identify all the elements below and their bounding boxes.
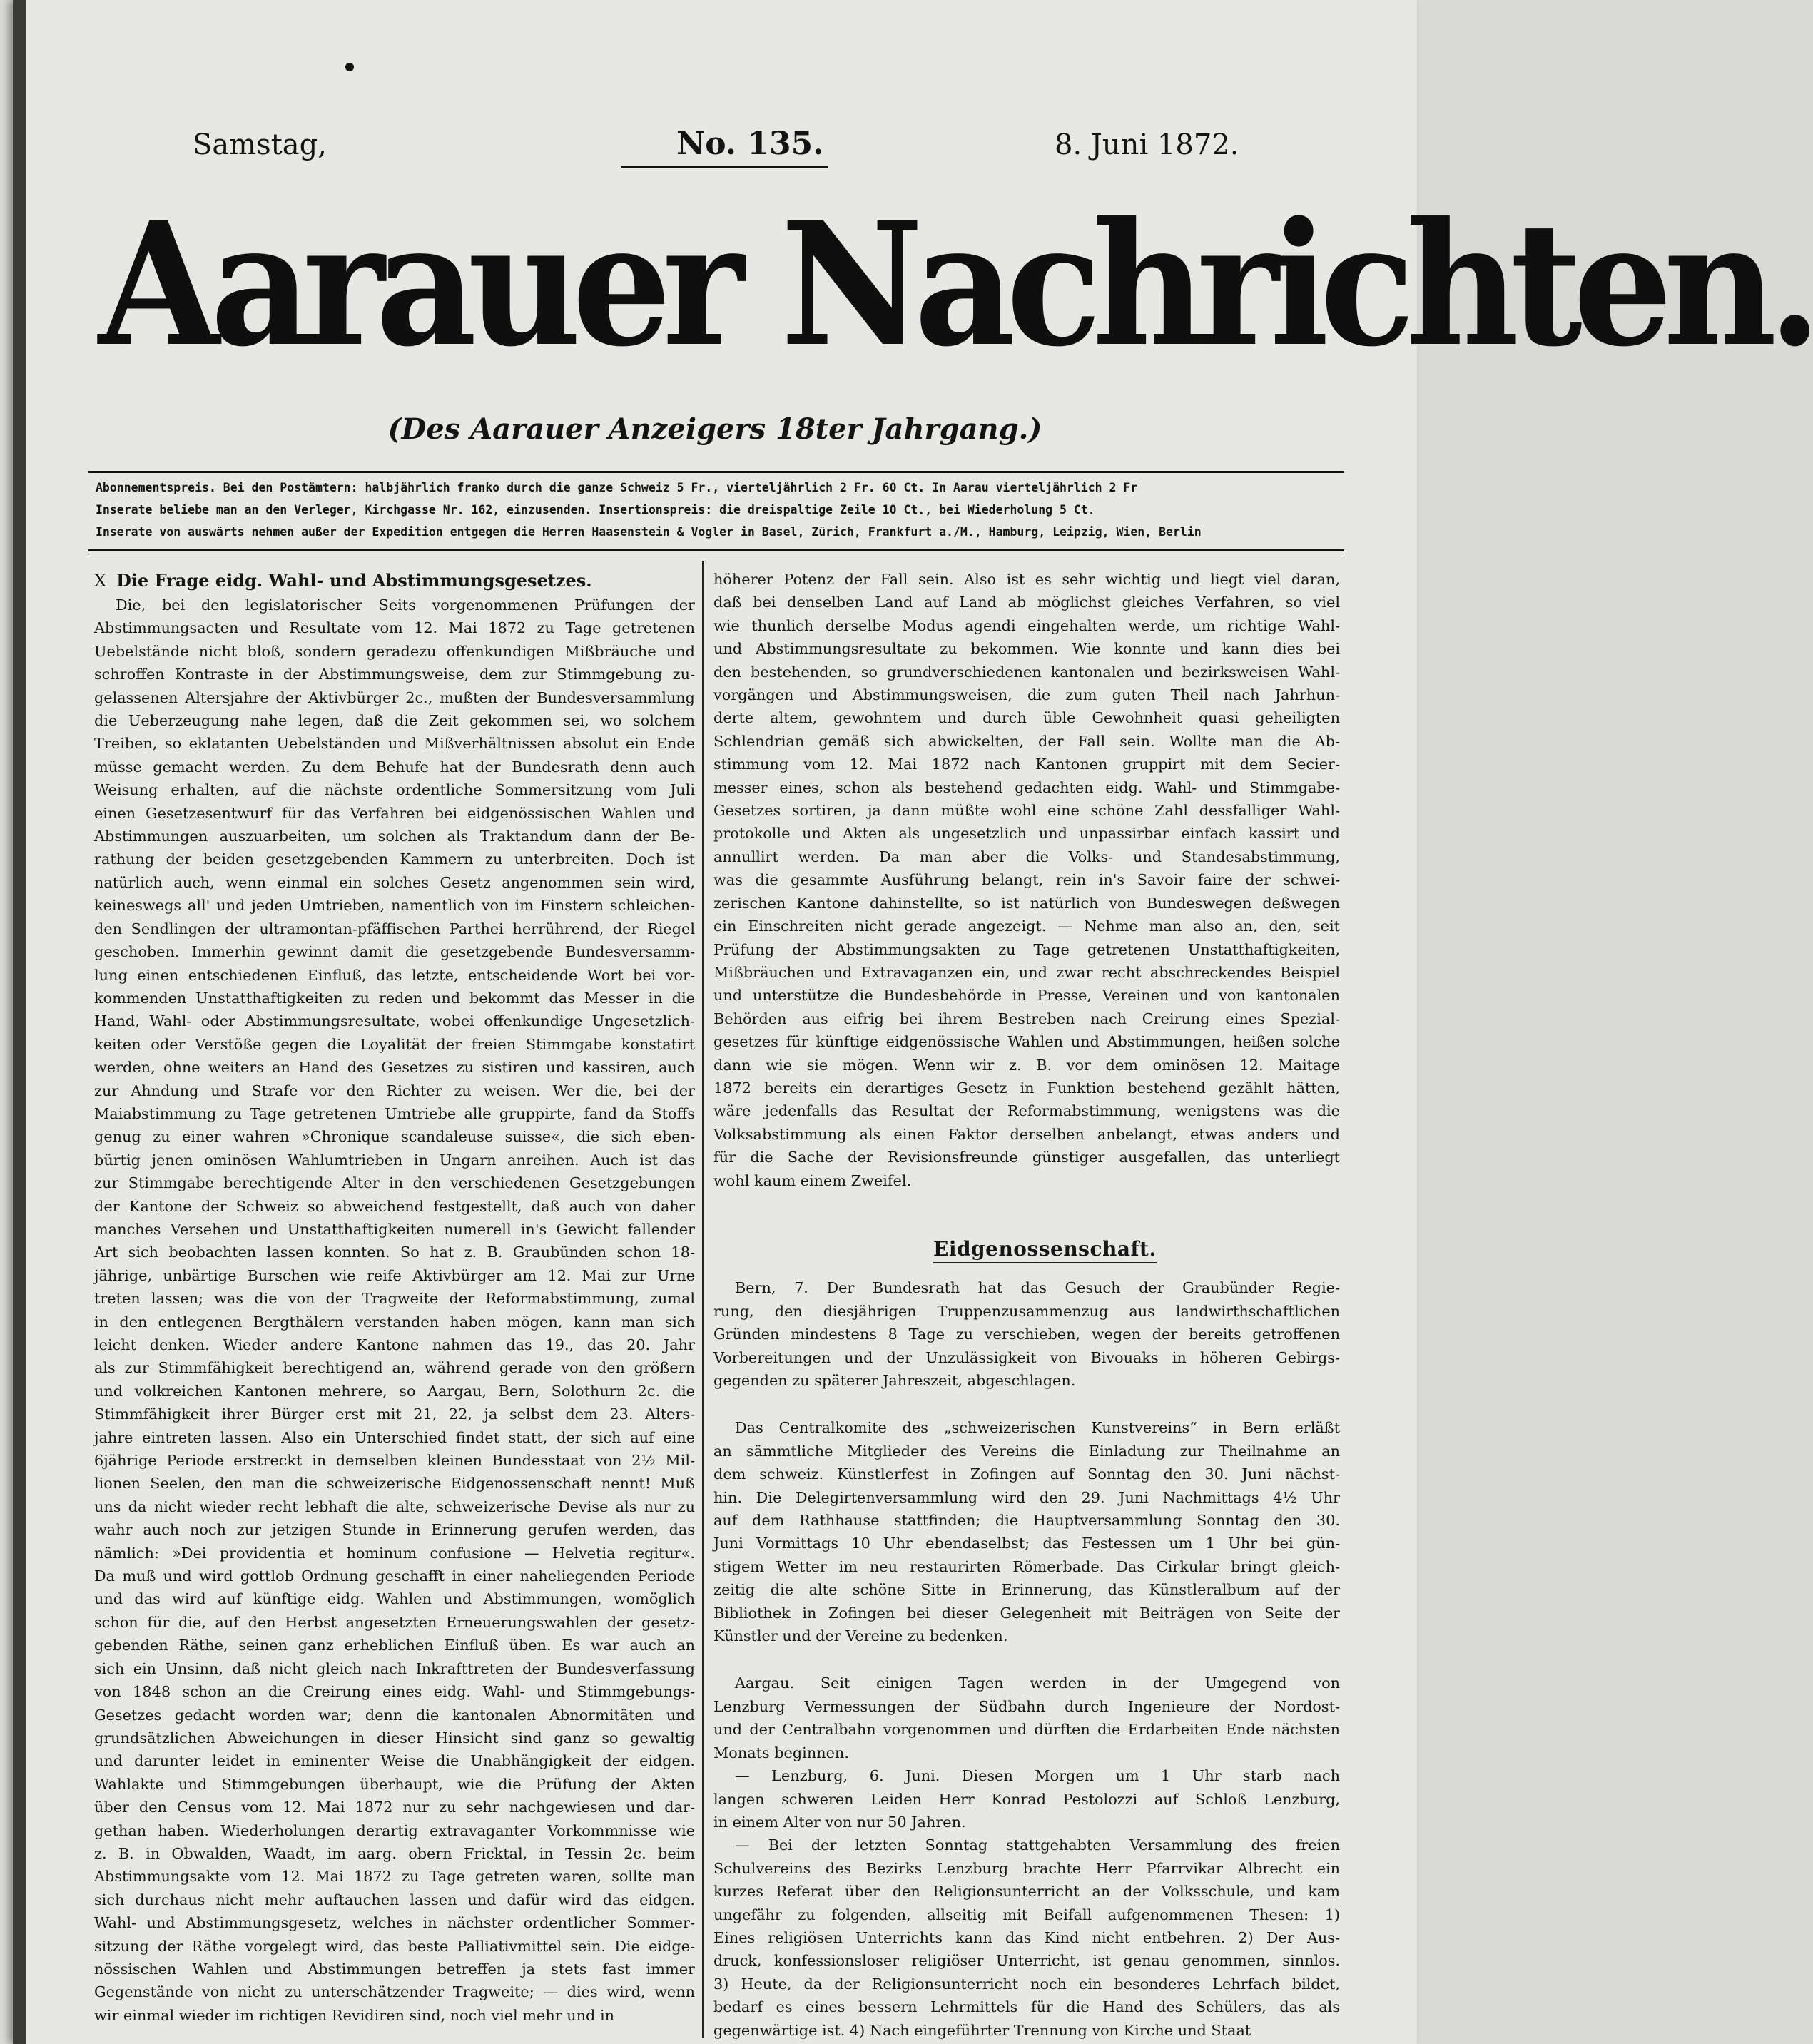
text-line: gebenden Räthe, seinen ganz erheblichen Einfluß üben. Es war auch an	[94, 1637, 695, 1654]
text-line: Juni Vormittags 10 Uhr ebendaselbst; das Festessen um 1 Uhr bei gün-	[713, 1535, 1340, 1552]
text-line: Stimmfähigkeit ihrer Bürger erst mit 21, 22, ja selbst dem 23. Alters-	[94, 1405, 695, 1423]
text-line: Schulvereins des Bezirks Lenzburg brachte Herr Pfarrvikar Albrecht ein	[713, 1859, 1340, 1877]
section-title-text: Eidgenossenschaft.	[933, 1237, 1157, 1263]
text-line: den bestehenden, so grundverschiedenen kantonalen und bezirksweisen Wahl-	[713, 663, 1340, 681]
header-rule-top	[88, 471, 1344, 473]
text-line: Weisung erhalten, auf die nächste ordentliche Sommersitzung vom Juli	[94, 781, 695, 799]
issue-rule	[621, 166, 828, 168]
text-line: Abstimmungsakte vom 12. Mai 1872 zu Tage getreten waren, sollte man	[94, 1868, 695, 1886]
article-marker: X	[94, 571, 107, 591]
text-line: von 1848 schon an die Creirung eines eidg. Wahl- und Stimmgebungs-	[94, 1683, 695, 1701]
text-line: auf dem Rathhause stattfinden; die Hauptversammlung Sonntag den 30.	[713, 1512, 1340, 1530]
text-line: Eines religiösen Unterrichts kann das Kind nicht entbehren. 2) Der Aus-	[713, 1928, 1340, 1946]
text-line: druck, konfessionsloser religiöser Unterricht, ist genau genommen, sinnlos.	[713, 1952, 1340, 1970]
text-line: wohl kaum einem Zweifel.	[713, 1171, 912, 1189]
text-line: für die Sache der Revisionsfreunde günstiger ausgefallen, das unterliegt	[713, 1149, 1340, 1166]
text-line: gethan haben. Wiederholungen derartig extravaganter Vorkommnisse wie	[94, 1821, 695, 1839]
text-line: Abstimmungen auszuarbeiten, um solchen als Traktandum dann der Be-	[94, 828, 695, 845]
text-line: lionen Seelen, den man die schweizerische Eidgenossenschaft nennt! Muß	[94, 1475, 695, 1493]
text-line: höherer Potenz der Fall sein. Also ist es sehr wichtig und liegt viel daran,	[713, 571, 1340, 588]
text-line: zeitig die alte schöne Sitte in Erinnerung, das Künstleralbum auf der	[713, 1581, 1340, 1599]
text-line: keiten oder Verstöße gegen die Loyalität der freien Stimmgabe konstatirt	[94, 1035, 695, 1053]
text-line: jährige, unbärtige Burschen wie reife Aktivbürger am 12. Mai zur Urne	[94, 1266, 695, 1284]
text-line: schon für die, auf den Herbst angesetzten Erneuerungswahlen der gesetz-	[94, 1613, 695, 1631]
text-line: Lenzburg Vermessungen der Südbahn durch Ingenieure der Nordost-	[713, 1697, 1340, 1715]
text-line: in den entlegenen Bergthälern verstanden haben mögen, kann man sich	[94, 1313, 695, 1331]
text-line: langen schweren Leiden Herr Konrad Pestolozzi auf Schloß Lenzburg,	[713, 1790, 1340, 1808]
text-line: grundsätzlichen Abweichungen in dieser Hinsicht sind ganz so gewaltig	[94, 1729, 695, 1746]
text-line: kommenden Unstatthaftigkeiten zu reden und bekommt das Messer in die	[94, 989, 695, 1007]
text-line: Vorbereitungen und der Unzulässigkeit von Bivouaks in höheren Gebirgs-	[713, 1348, 1340, 1366]
text-line: wie thunlich derselbe Modus agendi eingehalten werde, um richtige Wahl-	[713, 616, 1340, 634]
text-line: schroffen Kontraste in der Abstimmungsweise, dem zur Stimmgebung zu-	[94, 666, 695, 683]
news-item-kunstverein	[713, 1416, 1340, 1647]
text-line: protokolle und Akten als ungesetzlich und unpassirbar einfach kassirt und	[713, 825, 1340, 843]
section-title	[933, 1238, 1340, 1261]
right-column	[713, 568, 1340, 2042]
text-line: — Lenzburg, 6. Juni. Diesen Morgen um 1 Uhr starb nach	[735, 1767, 1340, 1785]
newspaper-title: Aarauer Nachrichten.	[98, 185, 1813, 385]
text-line: zur Ahndung und Strafe vor den Richter zu weisen. Wer die, bei der	[94, 1082, 695, 1099]
text-line: und darunter leidet in eminenter Weise die Unabhängigkeit der eidgen.	[94, 1752, 695, 1770]
book-spine-shadow	[13, 0, 26, 2044]
subscription-line: Abonnementspreis. Bei den Postämtern: halbjährlich franko durch die ganze Schweiz 5 Fr., vierteljährlich 2 Fr. 60 Ct. In Aarau vierteljährlich 2 Fr	[96, 481, 1138, 494]
text-line: nössischen Wahlen und Abstimmungen betreffen ja stets fast immer	[94, 1960, 695, 1978]
text-line: an sämmtliche Mitglieder des Vereins die Einladung zur Theilnahme an	[713, 1442, 1340, 1460]
subscription-line: Inserate von auswärts nehmen außer der Expedition entgegen die Herren Haasenstein & Vogler in Basel, Zürich, Frankfurt a./M., Hamburg, Leipzig, Wien, Berlin	[96, 525, 1202, 539]
news-item-schulverein	[713, 1834, 1340, 2042]
text-line: Volksabstimmung als einen Faktor derselben anbelangt, etwas anders und	[713, 1125, 1340, 1143]
text-line: treten lassen; was die von der Tragweite der Reformabstimmung, zumal	[94, 1290, 695, 1308]
text-line: und Abstimmungsresultate zu bekommen. Wie konnte und kann dies bei	[713, 640, 1340, 658]
text-line: annullirt werden. Da man aber die Volks- und Standesabstimmung,	[713, 848, 1340, 865]
text-line: was die gesammte Ausführung belangt, rein in's Savoir faire der schwei-	[713, 871, 1340, 889]
text-line: 1872 bereits ein derartiges Gesetz in Funktion bestehend gezählt hätten,	[713, 1079, 1340, 1097]
text-line: derte altem, gewohntem und durch üble Gewohnheit quasi geheiligten	[713, 709, 1340, 727]
issue-number: No. 135.	[676, 126, 824, 162]
newspaper-page	[13, 0, 1813, 2044]
text-line: z. B. in Obwalden, Waadt, im aarg. obern Fricktal, in Tessin 2c. beim	[94, 1844, 695, 1862]
text-line: stigem Wetter im neu restaurirten Römerbade. Das Cirkular bringt gleich-	[713, 1557, 1340, 1575]
text-line: Prüfung der Abstimmungsakten zu Tage getretenen Unstatthaftigkeiten,	[713, 940, 1340, 958]
text-line: den Sendlingen der ultramontan-pfäffischen Parthei herrührend, der Riegel	[94, 920, 695, 937]
text-line: der Kantone der Schweiz so abweichend festgestellt, daß auch von daher	[94, 1197, 695, 1215]
text-line: natürlich auch, wenn einmal ein solches Gesetz angenommen sein wird,	[94, 873, 695, 891]
text-line: Gesetzes gedacht worden war; denn die kantonalen Abnormitäten und	[94, 1706, 695, 1724]
news-item-lenzburg	[713, 1764, 1340, 1834]
text-line: wäre jedenfalls das Resultat der Reformabstimmung, wenigstens was die	[713, 1102, 1340, 1120]
text-line: Das Centralkomite des „schweizerischen Kunstvereins“ in Bern erläßt	[735, 1419, 1340, 1437]
text-line: als zur Stimmfähigkeit berechtigend an, während gerade von den größern	[94, 1359, 695, 1377]
text-line: Gründen mindestens 8 Tage zu verschieben, wegen der bereits getroffenen	[713, 1326, 1340, 1343]
text-line: ein Einschreiten nicht gerade angezeigt. — Nehme man also an, den, seit	[713, 917, 1340, 935]
text-line: Bibliothek in Zofingen bei dieser Gelegenheit mit Beiträgen von Seite der	[713, 1604, 1340, 1622]
text-line: genug zu einer wahren »Chronique scandaleuse suisse«, die sich eben-	[94, 1128, 695, 1146]
article-heading	[94, 568, 695, 594]
text-line: und volkreichen Kantonen mehrere, so Aargau, Bern, Solothurn 2c. die	[94, 1382, 695, 1400]
text-line: lung einen entschiedenen Einfluß, das letzte, entscheidende Wort bei vor-	[94, 966, 695, 984]
ink-dot	[345, 63, 354, 71]
newspaper-subtitle: (Des Aarauer Anzeigers 18ter Jahrgang.)	[387, 412, 1042, 446]
text-line: werden, ohne weiters an Hand des Gesetzes zu sistiren und kassiren, auch	[94, 1059, 695, 1077]
text-line: einen Gesetzesentwurf für das Verfahren bei eidgenössischen Wahlen und	[94, 804, 695, 822]
masthead-date: 8. Juni 1872.	[1055, 128, 1239, 161]
text-line: rathung der beiden gesetzgebenden Kammern zu unterbreiten. Doch ist	[94, 850, 695, 868]
text-line: und das wird auf künftige eidg. Wahlen und Abstimmungen, womöglich	[94, 1590, 695, 1608]
text-line: vorgängen und Abstimmungsweisen, die zum guten Theil nach Jahrhun-	[713, 686, 1340, 704]
text-line: hin. Die Delegirtenversammlung wird den 29. Juni Nachmittags 4½ Uhr	[713, 1488, 1340, 1506]
text-line: wir einmal wieder im richtigen Revidiren sind, noch viel mehr und in	[94, 2006, 615, 2024]
text-line: kurzes Referat über den Religionsunterricht an der Volksschule, und kam	[713, 1883, 1340, 1901]
text-line: sich durchaus nicht mehr auftauchen lassen und dafür wird das eidgen.	[94, 1891, 695, 1908]
text-line: und unterstütze die Bundesbehörde in Presse, Vereinen und von kantonalen	[713, 987, 1340, 1005]
text-line: stimmung vom 12. Mai 1872 nach Kantonen gruppirt mit dem Secier-	[713, 756, 1340, 773]
text-line: Bern, 7. Der Bundesrath hat das Gesuch der Graubünder Regie-	[735, 1279, 1340, 1297]
text-line: bürtig jenen ominösen Wahlumtrieben in Ungarn anreihen. Auch ist das	[94, 1151, 695, 1169]
text-line: rung, den diesjährigen Truppenzusammenzug aus landwirthschaftlichen	[713, 1302, 1340, 1320]
news-item-aargau	[713, 1672, 1340, 1764]
text-line: messer eines, schon als bestehend gedachten eidg. Wahl- und Stimmgabe-	[713, 778, 1340, 796]
text-line: gesetzes für künftige eidgenössische Wahlen und Abstimmungen, heißen solche	[713, 1033, 1340, 1051]
article-continuation	[713, 568, 1340, 1192]
text-line: dann wie sie mögen. Wenn wir z. B. vor dem ominösen 12. Maitage	[713, 1056, 1340, 1074]
text-line: wahr auch noch zur jetzigen Stunde in Erinnerung gerufen werden, das	[94, 1521, 695, 1539]
subscription-line: Inserate beliebe man an den Verleger, Kirchgasse Nr. 162, einzusenden. Insertionspreis: die dreispaltige Zeile 10 Ct., bei Wiederholung 5 Ct.	[96, 503, 1095, 517]
article-body	[94, 594, 695, 2027]
text-line: Monats beginnen.	[713, 1744, 849, 1761]
text-line: daß bei denselben Land auf Land ab möglichst gleiches Verfahren, so viel	[713, 594, 1340, 611]
text-line: gegenden zu späterer Jahreszeit, abgeschlagen.	[713, 1372, 1076, 1389]
article-heading-text: Die Frage eidg. Wahl- und Abstimmungsgesetzes.	[116, 570, 592, 591]
text-line: Mißbräuchen und Extravaganzen ein, und zwar recht abschreckendes Beispiel	[713, 963, 1340, 981]
text-line: Da muß und wird gottlob Ordnung geschafft in einer naheliegenden Periode	[94, 1567, 695, 1585]
text-line: Gegenstände von nicht zu unterschätzender Tragweite; — dies wird, wenn	[94, 1983, 695, 2001]
text-line: die Ueberzeugung nahe legen, daß die Zeit gekommen sei, wo solchem	[94, 712, 695, 730]
text-line: zerischen Kantone dahinstellte, so ist natürlich von Bundeswegen deßwegen	[713, 894, 1340, 912]
text-line: über den Census vom 12. Mai 1872 nur zu sehr nachgewiesen und dar-	[94, 1799, 695, 1816]
text-line: ungefähr zu folgenden, allseitig mit Beifall aufgenommenen Thesen: 1)	[713, 1906, 1340, 1923]
text-line: Uebelstände nicht bloß, sondern geradezu offenkundigen Mißbräuche und	[94, 642, 695, 660]
text-line: Wahlakte und Stimmgebungen überhaupt, wie die Prüfung der Akten	[94, 1775, 695, 1793]
text-line: Treiben, so eklatanten Uebelständen und Mißverhältnissen absolut ein Ende	[94, 735, 695, 753]
text-line: Art sich beobachten lassen konnten. So hat z. B. Graubünden schon 18-	[94, 1244, 695, 1261]
text-line: sich ein Unsinn, daß nicht gleich nach Inkrafttreten der Bundesverfassung	[94, 1659, 695, 1677]
text-line: sitzung der Räthe vorgelegt wird, das beste Palliativmittel sein. Die eidge-	[94, 1937, 695, 1955]
text-line: müsse gemacht werden. Zu dem Behufe hat der Bundesrath denn auch	[94, 758, 695, 776]
text-line: gegenwärtige ist. 4) Nach eingeführter Trennung von Kirche und Staat	[713, 2021, 1251, 2039]
text-line: 3) Heute, da der Religionsunterricht noch ein besonderes Lehrfach bildet,	[713, 1975, 1340, 1993]
text-line: Behörden aus eifrig bei ihrem Bestreben nach Creirung eines Spezial-	[713, 1010, 1340, 1027]
text-line: und der Centralbahn vorgenommen und dürften die Erdarbeiten Ende nächsten	[713, 1721, 1340, 1739]
text-line: dem schweiz. Künstlerfest in Zofingen auf Sonntag den 30. Juni nächst-	[713, 1465, 1340, 1483]
subscription-info	[96, 477, 1344, 543]
text-line: leicht denken. Wieder andere Kantone nahmen das 19., das 20. Jahr	[94, 1336, 695, 1353]
text-line: Schlendrian gemäß sich abwickelten, der Fall sein. Wollte man die Ab-	[713, 732, 1340, 750]
text-line: Künstler und der Vereine zu bedenken.	[713, 1627, 1008, 1645]
text-line: Hand, Wahl- oder Abstimmungsresultate, wobei offenkundige Ungesetzlich-	[94, 1012, 695, 1030]
text-line: — Bei der letzten Sonntag stattgehabten Versammlung des freien	[735, 1836, 1340, 1854]
column-divider	[702, 561, 704, 2038]
text-line: keineswegs all' und jeden Umtrieben, namentlich von im Finstern schleichen-	[94, 897, 695, 915]
left-column	[94, 568, 695, 2027]
masthead-day: Samstag,	[193, 128, 327, 161]
text-line: manches Versehen und Unstatthaftigkeiten numerell in's Gewicht fallender	[94, 1220, 695, 1238]
text-line: Abstimmungsacten und Resultate vom 12. Mai 1872 zu Tage getretenen	[94, 619, 695, 637]
text-line: 6jährige Periode erstreckt in demselben kleinen Bundesstaat von 2½ Mil-	[94, 1452, 695, 1470]
text-line: gelassenen Altersjahre der Aktivbürger 2c., mußten der Bundesversammlung	[94, 688, 695, 706]
text-line: Aargau. Seit einigen Tagen werden in der Umgegend von	[735, 1674, 1340, 1692]
text-line: geschoben. Immerhin gewinnt damit die gesetzgebende Bundesversamm-	[94, 943, 695, 961]
text-line: bedarf es eines bessern Lehrmittels für die Hand des Schülers, das als	[713, 1998, 1340, 2016]
text-line: Gesetzes sortiren, ja dann müßte wohl eine schöne Zahl dessfalliger Wahl-	[713, 802, 1340, 820]
text-line: uns da nicht wieder recht lebhaft die alte, schweizerische Devise als nur zu	[94, 1498, 695, 1515]
masthead-top-row	[13, 128, 1417, 171]
header-rule-bottom	[88, 549, 1344, 551]
news-item-bern	[713, 1276, 1340, 1392]
text-line: Maiabstimmung zu Tage getretenen Umtriebe alle gruppirte, fand da Stoffs	[94, 1104, 695, 1122]
text-line: Wahl- und Abstimmungsgesetz, welches in nächster ordentlicher Sommer-	[94, 1914, 695, 1932]
text-line: in einem Alter von nur 50 Jahren.	[713, 1813, 966, 1831]
text-line: jahre eintreten lassen. Also ein Unterschied findet statt, der sich auf eine	[94, 1428, 695, 1446]
text-line: Die, bei den legislatorischer Seits vorgenommenen Prüfungen der	[116, 596, 695, 614]
text-line: nämlich: »Dei providentia et hominum confusione — Helvetia regitur«.	[94, 1544, 695, 1562]
text-line: zur Stimmgabe berechtigende Alter in den verschiedenen Gesetzgebungen	[94, 1174, 695, 1192]
